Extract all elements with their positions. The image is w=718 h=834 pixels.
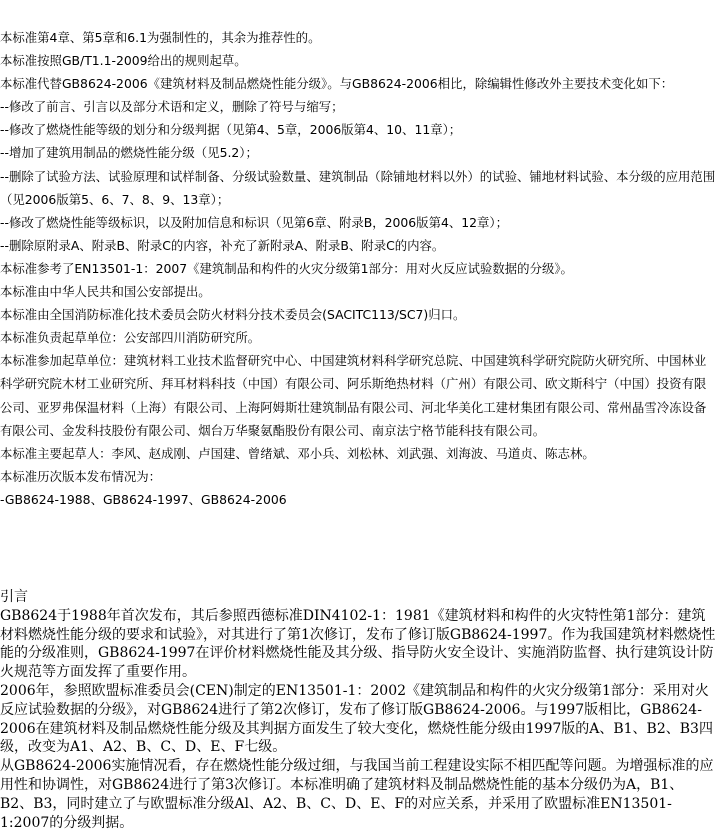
- foreword-paragraph: 本标准参加起草单位：建筑材料工业技术监督研究中心、中国建筑材料科学研究总院、中国建筑科学研究院防火研究所、中国林业科学研究院木材工业研究所、拜耳材料科技（中国）有限公司、阿乐斯绝热材料（广州）有限公司、欧文斯科宁（中国）投资有限公司、亚罗弗保温材料（上海）有限公司、上海阿姆斯壮建筑制品有限公司、河北华美化工建材集团有限公司、常州晶雪冷冻设备有限公司、金发科技股份有限公司、烟台万华聚氨酯股份有限公司、南京法宁格节能科技有限公司。: [0, 353, 707, 438]
- foreword-paragraph: 本标准参考了EN13501-1：2007《建筑制品和构件的火灾分级第1部分：用对火反应试验数据的分级》。: [0, 260, 573, 276]
- introduction-paragraph: 从GB8624-2006实施情况看，存在燃烧性能分级过细，与我国当前工程建设实际不相匹配等问题。为增强标准的应用性和协调性，对GB8624进行了第3次修订。本标准明确了建筑材料及制品燃烧性能的基本分级仍为A，B1、B2、B3，同时建立了与欧盟标准分级Al、A2、B、C、D、E、F的对应关系，并采用了欧盟标准EN13501-1:2007的分级判据。: [0, 758, 714, 831]
- foreword-paragraph: 本标准由全国消防标准化技术委员会防火材料分技术委员会(SACITC113/SC7)归口。: [0, 307, 466, 323]
- foreword-list-item: --删除原附录A、附录B、附录C的内容，补充了新附录A、附录B、附录C的内容。: [0, 237, 445, 253]
- foreword-list-item: --修改了燃烧性能等级的划分和分级判据（见第4、5章，2006版第4、10、11章）；: [0, 122, 462, 138]
- foreword-list-item: --修改了前言、引言以及部分术语和定义，删除了符号与缩写；: [0, 99, 344, 115]
- foreword-list-item: --删除了试验方法、试验原理和试样制备、分级试验数量、建筑制品（除铺地材料以外）的试验、铺地材料试验、本分级的应用范围（见2006版第5、6、7、8、9、13章）；: [0, 168, 716, 207]
- foreword-section: [0, 26, 716, 511]
- introduction-section: [0, 588, 716, 832]
- foreword-paragraph: 本标准历次版本发布情况为：: [0, 468, 162, 484]
- foreword-paragraph: 本标准按照GB/T1.1-2009给出的规则起草。: [0, 53, 247, 69]
- introduction-paragraph: 2006年，参照欧盟标准委员会(CEN)制定的EN13501-1：2002《建筑制品和构件的火灾分级第1部分：采用对火反应试验数据的分级》，对GB8624进行了第2次修订，发布了修订版GB8624-2006。与1997版相比，GB8624-2006在建筑材料及制品燃烧性能分级及其判据方面发生了较大变化，燃烧性能分级由1997版的A、B1、B2、B3四级，改变为A1、A2、B、C、D、E、F七级。: [0, 682, 713, 756]
- foreword-list-item: --修改了燃烧性能等级标识，以及附加信息和标识（见第6章、附录B，2006版第4、12章）；: [0, 214, 508, 230]
- foreword-paragraph: -GB8624-1988、GB8624-1997、GB8624-2006: [0, 491, 287, 507]
- foreword-paragraph: 本标准负责起草单位：公安部四川消防研究所。: [0, 330, 261, 346]
- introduction-paragraph: GB8624于1988年首次发布，其后参照西德标准DIN4102-1：1981《建筑材料和构件的火灾特性第1部分：建筑材料燃烧性能分级的要求和试验》，对其进行了第1次修订，发布了修订版GB8624-1997。作为我国建筑材料燃烧性能的分级准则，GB8624-1997在评价材料燃烧性能及其分级、指导防火安全设计、实施消防监督、执行建筑设计防火规范等方面发挥了重要作用。: [0, 607, 716, 681]
- foreword-paragraph: 本标准主要起草人：李风、赵成刚、卢国建、曾绪斌、邓小兵、刘松林、刘武强、刘海波、马道贞、陈志林。: [0, 445, 595, 461]
- introduction-heading: 引言: [0, 589, 28, 605]
- foreword-list-item: --增加了建筑用制品的燃烧性能分级（见5.2）；: [0, 145, 258, 161]
- foreword-paragraph: 本标准由中华人民共和国公安部提出。: [0, 284, 211, 300]
- foreword-paragraph: 本标准第4章、第5章和6.1为强制性的，其余为推荐性的。: [0, 30, 321, 45]
- foreword-paragraph: 本标准代替GB8624-2006《建筑材料及制品燃烧性能分级》。与GB8624-2006相比，除编辑性修改外主要技术变化如下：: [0, 76, 674, 92]
